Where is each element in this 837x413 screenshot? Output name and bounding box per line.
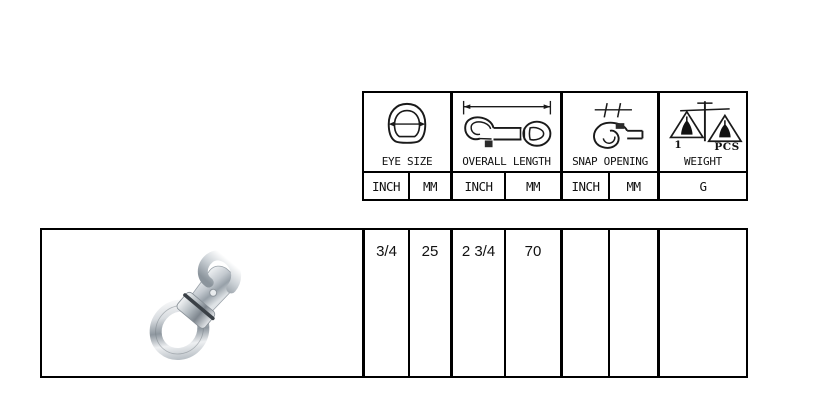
cell-eye-size-mm: 25: [408, 230, 450, 376]
cell-overall-length-mm: 70: [504, 230, 560, 376]
unit-header-snap-opening-mm: MM: [608, 173, 657, 199]
unit-header-eye-size-mm: MM: [408, 173, 450, 199]
column-label-snap-opening: SNAP OPENING: [572, 155, 648, 168]
spec-column-weight: [657, 93, 746, 199]
spec-column-snap-opening: [560, 93, 657, 199]
cell-snap-opening-inch: [560, 230, 608, 376]
spec-header-table: [362, 91, 748, 201]
snap-opening-icon: [568, 99, 652, 153]
column-label-weight: WEIGHT: [684, 155, 722, 168]
weight-left-pan-label: 1: [674, 138, 682, 151]
unit-header-weight-g: G: [699, 178, 707, 194]
product-row-table: [40, 228, 748, 378]
column-label-overall-length: OVERALL LENGTH: [462, 155, 551, 168]
unit-header-overall-length-inch: INCH: [464, 178, 493, 194]
unit-header-snap-opening-inch: INCH: [571, 178, 600, 194]
product-image-cell: [42, 230, 362, 376]
cell-weight-g: [657, 230, 746, 376]
column-label-eye-size: EYE SIZE: [381, 155, 433, 168]
bolt-snap-length-icon: [457, 99, 557, 153]
unit-header-overall-length-mm: MM: [504, 173, 560, 199]
eye-ring-icon: [382, 100, 432, 152]
unit-header-eye-size-inch: INCH: [371, 178, 401, 194]
balance-scale-icon: [663, 98, 743, 154]
spec-column-eye-size: [364, 93, 450, 199]
cell-snap-opening-mm: [608, 230, 657, 376]
swivel-eye-bolt-snap-photo: [128, 236, 276, 370]
weight-right-pan-label: PCS: [714, 140, 740, 153]
spec-column-overall-length: [450, 93, 560, 199]
cell-overall-length-inch: 2 3/4: [450, 230, 504, 376]
cell-eye-size-inch: 3/4: [362, 230, 408, 376]
